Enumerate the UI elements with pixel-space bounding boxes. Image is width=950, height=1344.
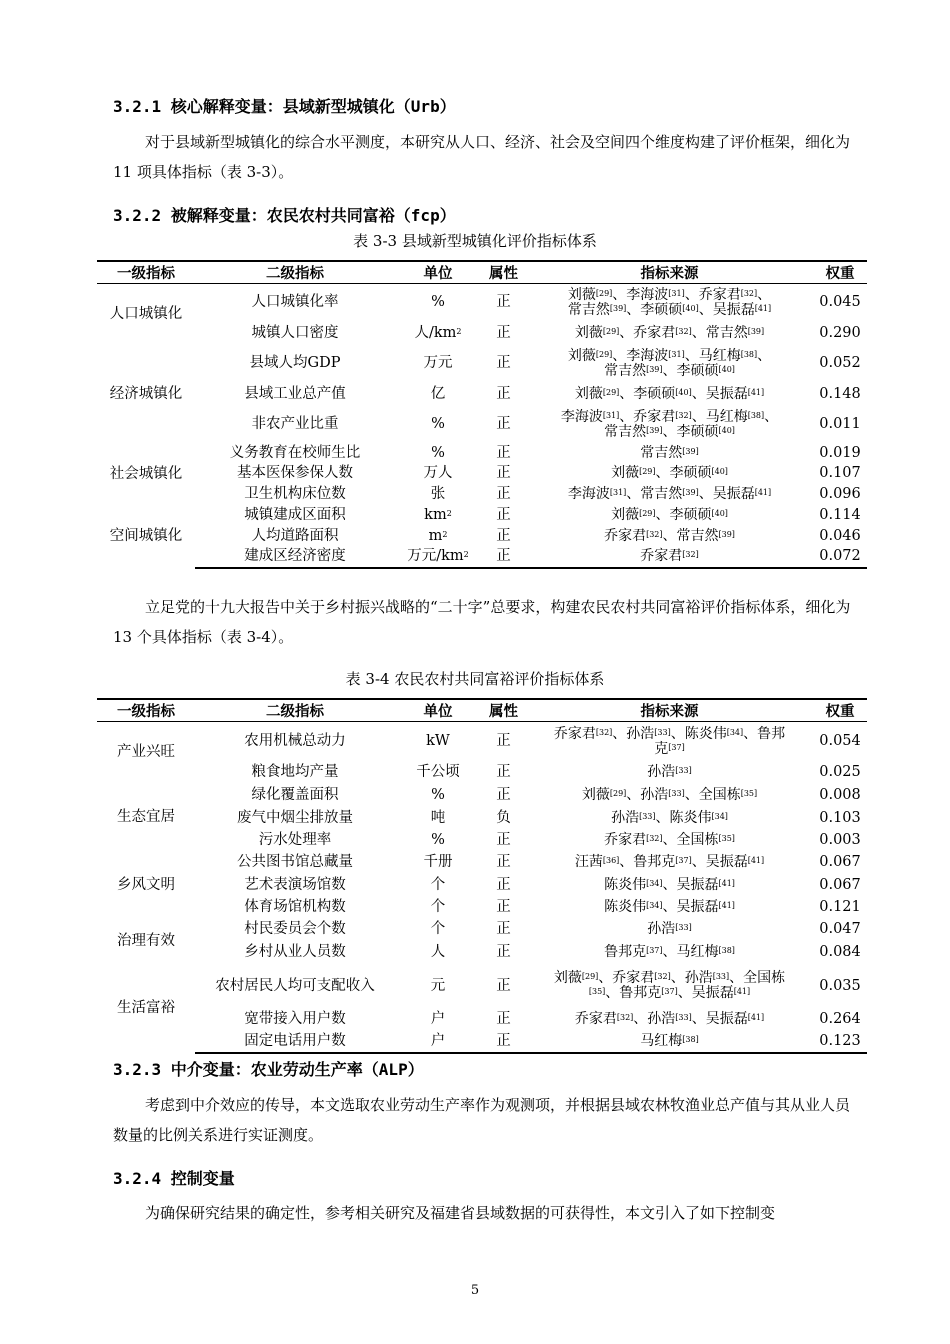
col-header: 权重 <box>813 699 867 722</box>
attribute-cell: 正 <box>496 921 511 937</box>
page-number: 5 <box>470 1283 480 1298</box>
source-cell: 鲁邦克[37]、马红梅[38] <box>604 943 735 960</box>
col-header: 二级指标 <box>195 699 395 722</box>
secondary-indicator: 人均道路面积 <box>251 527 339 544</box>
attribute-cell: 正 <box>481 547 526 568</box>
weight-cell: 0.123 <box>813 1031 867 1053</box>
table-3-4-caption: 表 3-4 农民农村共同富裕评价指标体系 <box>345 670 605 688</box>
source-cell: 汪茜[36]、鲁邦克[37]、吴振磊[41] <box>574 854 765 870</box>
table-row <box>97 484 867 505</box>
unit-cell: kW <box>426 733 450 750</box>
attribute-cell: 正 <box>496 943 511 960</box>
weight-cell: 0.047 <box>819 921 861 937</box>
source-cell: 陈炎伟[34]、吴振磊[41] <box>604 899 735 915</box>
weight-cell: 0.096 <box>819 485 861 502</box>
secondary-indicator: 绿化覆盖面积 <box>251 786 339 803</box>
unit-cell: 张 <box>430 485 446 502</box>
source-cell: 刘薇[29]、乔家君[32]、孙浩[33]、全国栋 [35]、鲁邦克[37]、吴振磊[41] <box>553 970 786 1001</box>
unit-cell: 万元 <box>423 355 453 371</box>
secondary-indicator: 废气中烟尘排放量 <box>237 809 353 826</box>
table-row <box>97 406 867 444</box>
attribute-cell: 正 <box>496 294 511 311</box>
secondary-indicator: 城镇人口密度 <box>251 324 339 341</box>
source-cell: 刘薇[29]、李海波[31]、马红梅[38]、 常吉然[39]、李硕硕[40] <box>567 347 772 379</box>
attribute-cell: 正 <box>496 977 511 994</box>
table-row <box>97 874 867 897</box>
secondary-indicator: 非农产业比重 <box>251 416 339 432</box>
attribute-cell: 正 <box>496 832 511 848</box>
primary-indicator: 人口城镇化 <box>109 305 183 322</box>
table-row <box>97 444 867 464</box>
source-cell: 乔家君[32]、孙浩[33]、陈炎伟[34]、鲁邦 克[37] <box>553 725 786 757</box>
attribute-cell: 正 <box>496 485 511 502</box>
col-header: 单位 <box>395 261 481 284</box>
source-cell: 刘薇[29]、李海波[31]、乔家君[32]、 常吉然[39]、李硕硕[40]、吴振磊[41] <box>567 286 772 318</box>
secondary-indicator: 污水处理率 <box>258 832 332 848</box>
table-row <box>97 964 867 1009</box>
table-row <box>97 1009 867 1031</box>
unit-cell: 户 <box>395 1031 481 1053</box>
source-cell: 刘薇[29]、乔家君[32]、常吉然[39] <box>574 324 765 341</box>
paragraph-controls: 为确保研究结果的确定性，参考相关研究及福建省县域数据的可获得性，本文引入了如下控制变 <box>145 1204 776 1222</box>
attribute-cell: 正 <box>481 1031 526 1053</box>
attribute-cell: 正 <box>496 854 511 870</box>
unit-cell: 户 <box>430 1011 446 1027</box>
col-header: 权重 <box>813 261 867 284</box>
attribute-cell: 正 <box>496 506 511 523</box>
table-row <box>97 547 867 568</box>
secondary-indicator: 艺术表演场馆数 <box>244 876 346 893</box>
source-cell: 乔家君[32]、全国栋[35] <box>604 832 735 848</box>
source-cell: 常吉然[39] <box>640 445 699 461</box>
heading-3-2-4: 3.2.4 控制变量 <box>113 1169 235 1188</box>
unit-cell: 亿 <box>430 385 446 402</box>
unit-cell: 个 <box>430 921 446 937</box>
secondary-indicator: 农村居民人均可支配收入 <box>215 977 375 994</box>
paragraph-fcp: 立足党的十九大报告中关于乡村振兴战略的“二十字”总要求，构建农民农村共同富裕评价指标体系，细化为 13 个具体指标（表 3-4）。 <box>113 598 851 646</box>
secondary-indicator: 城镇建成区面积 <box>244 506 346 523</box>
col-header: 指标来源 <box>526 699 813 722</box>
source-cell: 刘薇[29]、李硕硕[40]、吴振磊[41] <box>574 385 765 402</box>
table-row <box>97 322 867 345</box>
unit-cell: 人$/km^2$ <box>414 324 462 341</box>
heading-3-2-3: 3.2.3 中介变量：农业劳动生产率（ALP） <box>113 1060 424 1079</box>
unit-cell: % <box>431 294 445 311</box>
attribute-cell: 正 <box>496 876 511 893</box>
secondary-indicator: 卫生机构床位数 <box>244 485 346 502</box>
attribute-cell: 正 <box>496 899 511 915</box>
table-row <box>97 897 867 919</box>
primary-indicator: 乡风文明 <box>117 876 175 893</box>
source-cell: 刘薇[29]、孙浩[33]、全国栋[35] <box>581 786 758 803</box>
unit-cell: % <box>431 416 445 432</box>
secondary-indicator: 乡村从业人员数 <box>244 943 346 960</box>
heading-3-2-2: 3.2.2 被解释变量：农民农村共同富裕（fcp） <box>113 206 456 225</box>
table-3-4 <box>97 698 867 1054</box>
source-cell: 孙浩[33]、陈炎伟[34] <box>611 809 728 826</box>
secondary-indicator: 建成区经济密度 <box>195 547 395 568</box>
secondary-indicator: 公共图书馆总藏量 <box>237 854 353 870</box>
source-cell: 刘薇[29]、李硕硕[40] <box>611 506 728 523</box>
weight-cell: 0.054 <box>819 733 861 750</box>
attribute-cell: 正 <box>496 786 511 803</box>
weight-cell: 0.035 <box>819 977 861 994</box>
table-row <box>97 807 867 830</box>
secondary-indicator: 县域人均GDP <box>249 355 341 371</box>
col-header: 二级指标 <box>195 261 395 284</box>
table-row <box>97 1031 867 1053</box>
weight-cell: 0.046 <box>819 527 861 544</box>
primary-indicator: 生态宜居 <box>117 809 175 825</box>
attribute-cell: 正 <box>496 445 511 461</box>
table-row <box>97 722 867 762</box>
table-row <box>97 345 867 383</box>
weight-cell: 0.052 <box>819 355 861 371</box>
secondary-indicator: 县域工业总产值 <box>244 385 346 402</box>
attribute-cell: 正 <box>496 355 511 371</box>
table-row <box>97 383 867 406</box>
secondary-indicator: 基本医保参保人数 <box>237 465 353 481</box>
table-row <box>97 941 867 964</box>
table-row <box>97 505 867 526</box>
primary-indicator: 空间城镇化 <box>109 527 183 544</box>
paragraph-alp: 考虑到中介效应的传导，本文选取农业劳动生产率作为观测项，并根据县域农林牧渔业总产值与其从业人员数量的比例关系进行实证测度。 <box>113 1096 851 1144</box>
source-cell: 马红梅[38] <box>526 1031 813 1053</box>
source-cell: 陈炎伟[34]、吴振磊[41] <box>604 876 735 893</box>
primary-indicator: 经济城镇化 <box>109 385 183 402</box>
secondary-indicator: 体育场馆机构数 <box>244 899 346 915</box>
table-row <box>97 830 867 852</box>
col-header: 一级指标 <box>97 699 195 722</box>
unit-cell: $km^2$ <box>424 506 452 523</box>
unit-cell: 个 <box>430 899 446 915</box>
source-cell: 乔家君[32]、常吉然[39] <box>604 527 735 544</box>
source-cell: 乔家君[32] <box>526 547 813 568</box>
secondary-indicator: 义务教育在校师生比 <box>229 445 361 461</box>
weight-cell: 0.114 <box>819 506 861 523</box>
primary-indicator: 产业兴旺 <box>117 744 175 761</box>
source-cell: 李海波[31]、常吉然[39]、吴振磊[41] <box>567 485 772 502</box>
unit-cell: % <box>431 445 445 461</box>
secondary-indicator: 固定电话用户数 <box>195 1031 395 1053</box>
source-cell: 李海波[31]、乔家君[32]、马红梅[38]、 常吉然[39]、李硕硕[40] <box>560 408 779 440</box>
unit-cell: 吨 <box>430 809 446 826</box>
heading-3-2-1: 3.2.1 核心解释变量：县域新型城镇化（Urb） <box>113 97 456 116</box>
weight-cell: 0.067 <box>819 876 861 893</box>
table-row <box>97 919 867 941</box>
attribute-cell: 正 <box>496 1011 511 1027</box>
weight-cell: 0.148 <box>819 385 861 402</box>
attribute-cell: 正 <box>496 764 511 780</box>
source-cell: 乔家君[32]、孙浩[33]、吴振磊[41] <box>574 1011 765 1027</box>
table-row <box>97 284 867 322</box>
unit-cell: % <box>431 786 445 803</box>
weight-cell: 0.103 <box>819 809 861 826</box>
weight-cell: 0.025 <box>819 764 861 780</box>
weight-cell: 0.264 <box>819 1011 861 1027</box>
unit-cell: $m^2$ <box>428 527 448 544</box>
table-3-3-caption: 表 3-3 县域新型城镇化评价指标体系 <box>353 232 597 250</box>
secondary-indicator: 农用机械总动力 <box>244 733 346 750</box>
col-header: 指标来源 <box>526 261 813 284</box>
unit-cell: 千公顷 <box>416 764 460 780</box>
unit-cell: 万元$/km^2$ <box>395 547 481 568</box>
attribute-cell: 正 <box>496 465 511 481</box>
attribute-cell: 正 <box>496 324 511 341</box>
weight-cell: 0.107 <box>819 465 861 481</box>
weight-cell: 0.003 <box>819 832 861 848</box>
table-row <box>97 762 867 784</box>
weight-cell: 0.121 <box>819 899 861 915</box>
attribute-cell: 正 <box>496 416 511 432</box>
attribute-cell: 正 <box>496 527 511 544</box>
unit-cell: 千册 <box>423 854 453 870</box>
unit-cell: 万人 <box>423 465 453 481</box>
source-cell: 刘薇[29]、李硕硕[40] <box>611 465 728 481</box>
attribute-cell: 正 <box>496 733 511 750</box>
weight-cell: 0.067 <box>819 854 861 870</box>
weight-cell: 0.290 <box>819 324 861 341</box>
col-header: 属性 <box>481 699 526 722</box>
primary-indicator: 治理有效 <box>117 932 175 949</box>
primary-indicator: 生活富裕 <box>117 999 175 1016</box>
source-cell: 孙浩[33] <box>647 921 692 937</box>
col-header: 单位 <box>395 699 481 722</box>
table-row <box>97 526 867 547</box>
table-row <box>97 784 867 807</box>
table-row <box>97 464 867 484</box>
col-header: 一级指标 <box>97 261 195 284</box>
primary-indicator: 社会城镇化 <box>109 465 183 482</box>
secondary-indicator: 粮食地均产量 <box>251 764 339 780</box>
secondary-indicator: 村民委员会个数 <box>244 921 346 937</box>
attribute-cell: 负 <box>496 809 511 826</box>
paragraph-urb: 对于县域新型城镇化的综合水平测度，本研究从人口、经济、社会及空间四个维度构建了评价框架，细化为 11 项具体指标（表 3-3）。 <box>113 133 851 181</box>
col-header: 属性 <box>481 261 526 284</box>
secondary-indicator: 人口城镇化率 <box>251 294 339 311</box>
weight-cell: 0.084 <box>819 943 861 960</box>
unit-cell: 个 <box>430 876 446 893</box>
weight-cell: 0.008 <box>819 786 861 803</box>
weight-cell: 0.072 <box>813 547 867 568</box>
weight-cell: 0.019 <box>819 445 861 461</box>
source-cell: 孙浩[33] <box>647 764 692 780</box>
weight-cell: 0.045 <box>819 294 861 311</box>
table-row <box>97 852 867 874</box>
unit-cell: 元 <box>430 977 446 994</box>
unit-cell: % <box>431 832 445 848</box>
table-3-3 <box>97 260 867 569</box>
secondary-indicator: 宽带接入用户数 <box>244 1011 346 1027</box>
attribute-cell: 正 <box>496 385 511 402</box>
unit-cell: 人 <box>430 943 446 960</box>
weight-cell: 0.011 <box>819 416 861 432</box>
